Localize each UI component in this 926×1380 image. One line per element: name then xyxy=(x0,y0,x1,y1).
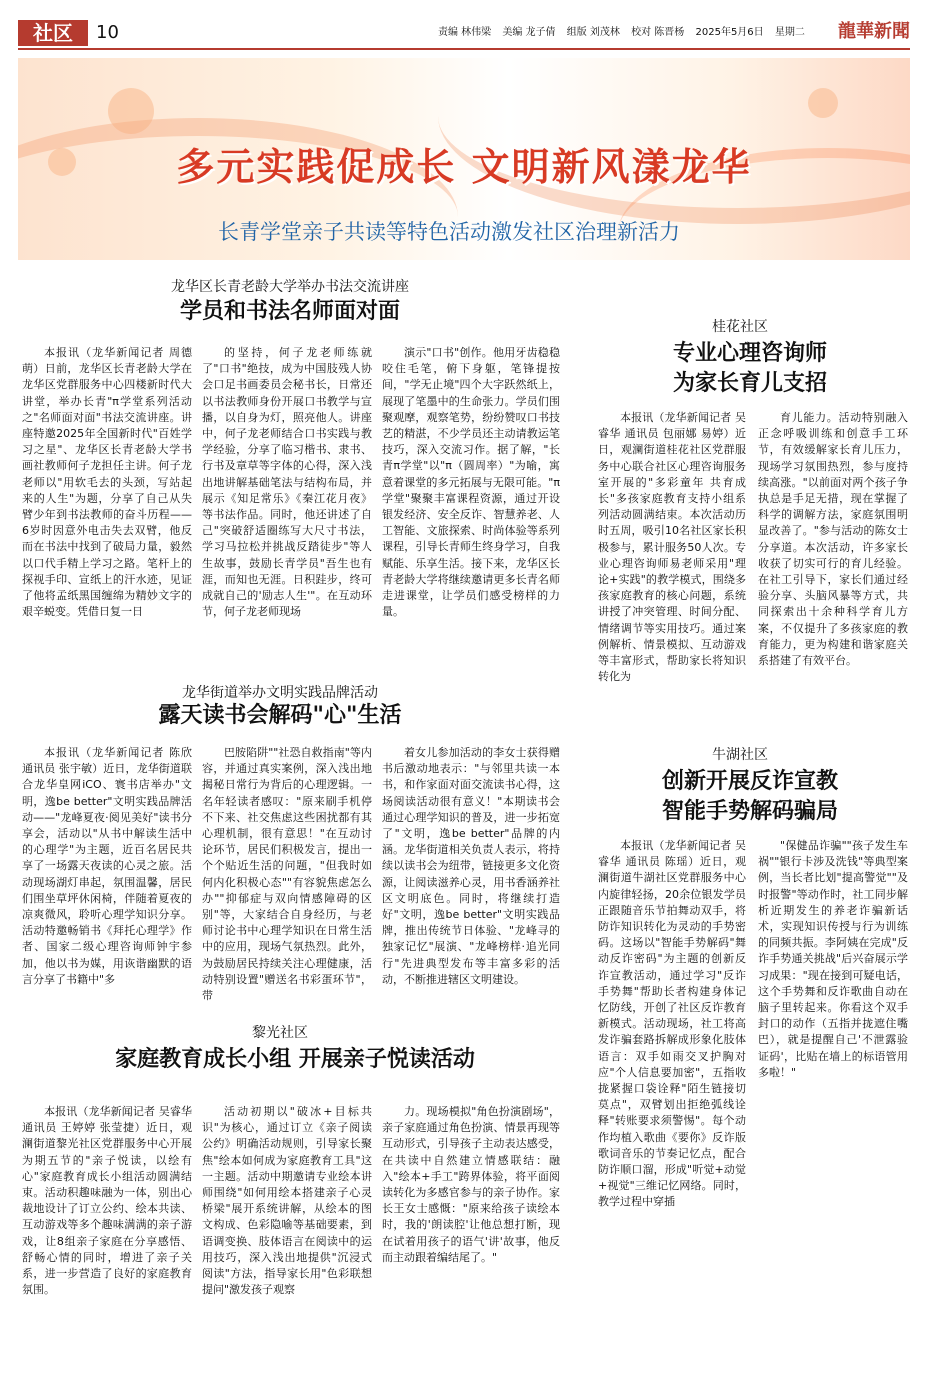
family-body-3: 力。现场模拟"角色扮演剧场"，亲子家庭通过角色扮演、情景再现等互动形式，引导孩子主动表达感受，在共读中自然建立情感联结：融入"绘本+手工"跨界体验，将平面阅读转化为多感官参与的亲子协作。家长王女士感慨："原来给孩子读绘本时，我的'朗读腔'让他总想打断，现在试着用孩子的语气'讲'故事，他反而主动跟着编结尾了。" xyxy=(382,1105,560,1264)
family-column-3 xyxy=(382,1104,560,1370)
banner-title: 多元实践促成长 文明新风漾龙华 xyxy=(176,145,752,189)
calligraphy-column-1 xyxy=(22,345,192,643)
issue-weekday: 星期二 xyxy=(774,27,805,38)
banner-subtitle: 长青学堂亲子共读等特色活动激发社区治理新活力 xyxy=(218,220,680,244)
calligraphy-body-1: 本报讯（龙华新闻记者 周德萌）日前，龙华区长青老龄大学在龙华区党群服务中心四楼新时代大讲堂，举办长青"π学堂系列活动之"名师面对面"书法交流讲座。讲座特邀2025年全国新时代"百姓学习之星"、龙华区长青老龄大学书画社教师何子龙担任主讲。何子龙老师以"用软毛去的头颈，写站起来的人生"为题，分享了自己从失臂少年到书法教师的奋斗历程——6岁时因意外电击失去双臂，他反而在书法中找到了破局力量，毅然以口代手精上学习之路。笔杆上的探视手印、宣纸上的汗水迹，见证了他将孟纸黑国缠绵为精妙文字的艰辛蜕变。凭借日复一日 xyxy=(22,346,192,619)
psychology-column-1 xyxy=(598,410,746,710)
psychology-headline-line1: 专业心理咨询师 xyxy=(672,341,827,366)
editor-credit: 责编 林伟梁 xyxy=(438,27,492,38)
section-label: 社区 xyxy=(18,20,88,46)
calligraphy-kicker: 龙华区长青老龄大学举办书法交流讲座 xyxy=(171,279,409,295)
calligraphy-column-2 xyxy=(202,345,372,643)
designer-credit: 美编 龙子倩 xyxy=(502,27,556,38)
calligraphy-body-2: 的坚持，何子龙老师练就了"口书"绝技，成为中国肢残人协会口足书画委员会秘书长，日常还以书法教师身份开展口书教学与宣播，以自身为灯，照亮他人。讲座中，何子龙老师结合口书实践与教学经验，分享了临习楷书、隶书、行书及章草等字体的心得，深入浅出地讲解基础笔法与结构布局，并展示《知足常乐》《秦江花月夜》等书法作品。同时，他还讲述了自己"突破舒适圈练写大尺寸书法，学习马拉松并挑战反踏徒步"等人生故事，鼓励长青学员"吾生也有涯，而知也无涯。日积跬步，终可成就自己的'励志人生'"。在互动环节，何子龙老师现场 xyxy=(202,346,372,619)
reading-kicker: 龙华街道举办文明实践品牌活动 xyxy=(182,685,378,701)
family-column-2 xyxy=(202,1104,372,1370)
family-headline: 家庭教育成长小组 开展亲子悦读活动 xyxy=(115,1047,475,1072)
page-number: 10 xyxy=(96,22,119,43)
anti-fraud-kicker: 牛湖社区 xyxy=(712,747,768,763)
calligraphy-headline: 学员和书法名师面对面 xyxy=(179,299,400,324)
reading-column-3 xyxy=(382,745,560,1015)
anti-fraud-column-1 xyxy=(598,838,746,1368)
newspaper-logo: 龍華新聞 xyxy=(838,21,910,42)
psychology-body-2: 育儿能力。活动特别融入正念呼吸训练和创意手工环节，有效缓解家长育儿压力，现场学习氛围热烈，参与度持续高涨。"以前面对两个孩子争执总是手足无措，现在掌握了科学的调解方法，家庭氛围明显改善了。"参与活动的陈女士分享道。本次活动，许多家长收获了切实可行的育儿经验。在社工引导下，家长们通过经验分享、头脑风暴等方式，共同探索出十余种科学育儿方案，不仅提升了多孩家庭的教育能力，更为构建和谐家庭关系搭建了有效平台。 xyxy=(758,411,908,668)
calligraphy-body-3: 演示"口书"创作。他用牙齿稳稳咬住毛笔，俯下身躯，笔锋提按间，"学无止境"四个大字跃然纸上，展现了笔墨中的生命张力。学员们围聚观摩，观察笔势，纷纷赞叹口书技艺的精湛，不少学员还主动请教运笔技巧，深入交流习作。据了解，"长青π学堂"以"π（圆周率）"为喻，寓意着课堂的多元拓展与无限可能。"π学堂"聚聚丰富课程资源，通过开设银发经济、安全反诈、智慧养老、人工智能、文旅探索、时尚体验等系列课程，引导长青师生终身学习，自我赋能、乐享生活。接下来，龙华区长青老龄大学将继续邀请更多长青名师走进课堂，让学员们感受榜样的力量。 xyxy=(382,346,560,619)
anti-fraud-headline-line2: 智能手势解码骗局 xyxy=(661,799,838,824)
psychology-headline-line2: 为家长育儿支招 xyxy=(672,371,827,396)
proofreader-credit: 校对 陈晋杨 xyxy=(631,27,685,38)
anti-fraud-body-1: 本报讯（龙华新闻记者 吴睿华 通讯员 陈瑶）近日，观澜街道牛湖社区党群服务中心内旋律轻扬，20余位银发学员正跟随音乐节拍舞动双手，将防诈知识转化为灵动的手势密码。这场以"智能手势解码"舞动反诈密码"为主题的创新反诈宣教活动，通过学习"反诈手势舞"帮助长者构建身体记忆防线，开创了社区反诈教育新模式。活动现场，社工将高发诈骗套路拆解成形象化肢体语言：双手如雨交叉护胸对应"个人信息要加密"，五指收拢紧握口袋诠释"陌生链接切莫点"，双臂划出拒绝弧线诠释"转账要求须警惕"。每个动作均植入歌曲《要你》反诈版歌词音乐的节奏记忆点，配合防诈顺口溜，形成"听觉+动觉+视觉"三维记忆网络。同时，教学过程中穿插 xyxy=(598,839,746,1209)
reading-body-1: 本报讯（龙华新闻记者 陈欣 通讯员 张宇敏）近日，龙华街道联合龙华皇网iCO、寰书店举办"文明，逸be better"文明实践品牌活动——"龙峰夏夜·阅见美好"读书分享会，活动以"从书中解读生活中的心理学"为主题，近百名居民共享了一场露天夜读的心灵之旅。活动现场湖灯串起，氛围温馨，居民们围坐草坪休闲椅，伴随着夏夜的凉爽微风，聆听心理学知识分享。活动特邀畅销书《拜托心理学》作者、国家二级心理咨询师钟宇参加，他以书为媒，用诙谐幽默的语言分享了书籍中"多 xyxy=(22,746,192,986)
psychology-kicker: 桂花社区 xyxy=(712,319,768,335)
anti-fraud-headline-line1: 创新开展反诈宣教 xyxy=(661,769,838,794)
reading-headline: 露天读书会解码"心"生活 xyxy=(158,703,402,728)
anti-fraud-body-2: "保健品诈骗""孩子发生车祸""银行卡涉及洗钱"等典型案例，当长者比划"提高警觉""及时报警"等动作时，社工同步解析近期发生的养老诈骗新话术，实现知识传授与行为训练的同频共振。李阿姨在完成"反诈手势通关挑战"后兴奋展示学习成果："现在接到可疑电话，这个手势舞和反诈歌曲自动在脑子里转起来。你看这个双手封口的动作（五指并拢遮住嘴巴），就是提醒自己'不泄露验证码'，比贴在墙上的标语管用多啦！" xyxy=(758,839,908,1079)
layout-credit: 组版 刘茂林 xyxy=(566,27,620,38)
banner-dot-decoration xyxy=(108,88,154,134)
calligraphy-column-3 xyxy=(382,345,560,643)
family-body-1: 本报讯（龙华新闻记者 吴睿华 通讯员 王婷婷 张莹捷）近日，观澜街道黎光社区党群服务中心开展为期五节的"亲子悦读，以绘有心"家庭教育成长小组活动圆满结束。活动积趣味融为一体，别出心裁地设计了订立公约、绘本共读、互动游戏等多个趣味满满的亲子游戏，让8组亲子家庭在分享感悟、舒畅心情的同时，增进了亲子关系，进一步营造了良好的家庭教育氛围。 xyxy=(22,1105,192,1297)
family-column-1 xyxy=(22,1104,192,1370)
psychology-body-1: 本报讯（龙华新闻记者 吴睿华 通讯员 包丽娜 易婷）近日，观澜街道桂花社区党群服务中心联合社区心理咨询服务室开展的"多彩童年 共育成长"多孩家庭教育支持小组系列活动圆满结束。本次活动历时五周，吸引10名社区家长积极参与，累计服务50人次。专业心理咨询师易老师采用"理论+实践"的教学模式，围绕多孩家庭教育的核心问题，系统讲授了冲突管理、时间分配、情绪调节等实用技巧。通过案例解析、情景模拟、互动游戏等丰富形式，帮助家长将知识转化为 xyxy=(598,411,746,684)
editorial-credits xyxy=(438,26,813,40)
family-kicker: 黎光社区 xyxy=(252,1025,308,1041)
banner-dot-decoration xyxy=(808,88,838,118)
anti-fraud-column-2 xyxy=(758,838,908,1368)
reading-body-2: 巴胺陷阱""社恐自救指南"等内容，并通过真实案例，深入浅出地揭秘日常行为背后的心理逻辑。一名年轻读者感叹："原来刷手机停不下来、社交焦虑这些困扰都有其心理机制，很有意思！"在互动讨论环节，居民们积极发言，提出一个个贴近生活的问题，"但我时如何内化积极心态""有容貌焦虑怎么办""抑郁症与双向情感障碍的区别"等，大家结合自身经历，与老师讨论书中心理学知识在日常生活中的应用，现场气氛热烈。此外，为鼓励居民持续关注心理健康，活动特别设置"赠送名书彩蛋环节"，带 xyxy=(202,746,372,1003)
psychology-column-2 xyxy=(758,410,908,710)
reading-body-3: 着女儿参加活动的李女士获得赠书后激动地表示："与邻里共读一本书，和作家面对面交流读书心得，这场阅读活动很有意义！"本期读书会通过心理学知识的普及，进一步拓宽了"文明，逸be better"品牌的内涵。龙华街道相关负责人表示，将持续以读书会为纽带，链接更多文化资源，让阅读滋养心灵，用书香涵养社区文明底色。同时，将继续打造好"文明，逸be better"文明实践品牌，推出传统节日体验、"龙峰寻的独家记忆"展演、"龙峰榜样·追光同行"先进典型发布等丰富多彩的活动，不断推进辖区文明建设。 xyxy=(382,746,560,986)
banner xyxy=(18,58,910,260)
issue-date: 2025年5月6日 xyxy=(695,27,764,38)
family-body-2: 活动初期以"破冰+目标共识"为核心，通过订立《亲子阅读公约》明确活动规则，引导家长聚焦"绘本如何成为家庭教育工具"这一主题。活动中期邀请专业绘本讲师围绕"如何用绘本搭建亲子心灵桥梁"展开系统讲解，从绘本的图文构成、色彩隐喻等基础要素，到语调变换、肢体语言在阅读中的运用技巧，深入浅出地提供"沉浸式阅读"方法，指导家长用"色彩联想提问"激发孩子观察 xyxy=(202,1105,372,1297)
reading-column-1 xyxy=(22,745,192,1015)
page-header xyxy=(18,20,910,50)
reading-column-2 xyxy=(202,745,372,1015)
